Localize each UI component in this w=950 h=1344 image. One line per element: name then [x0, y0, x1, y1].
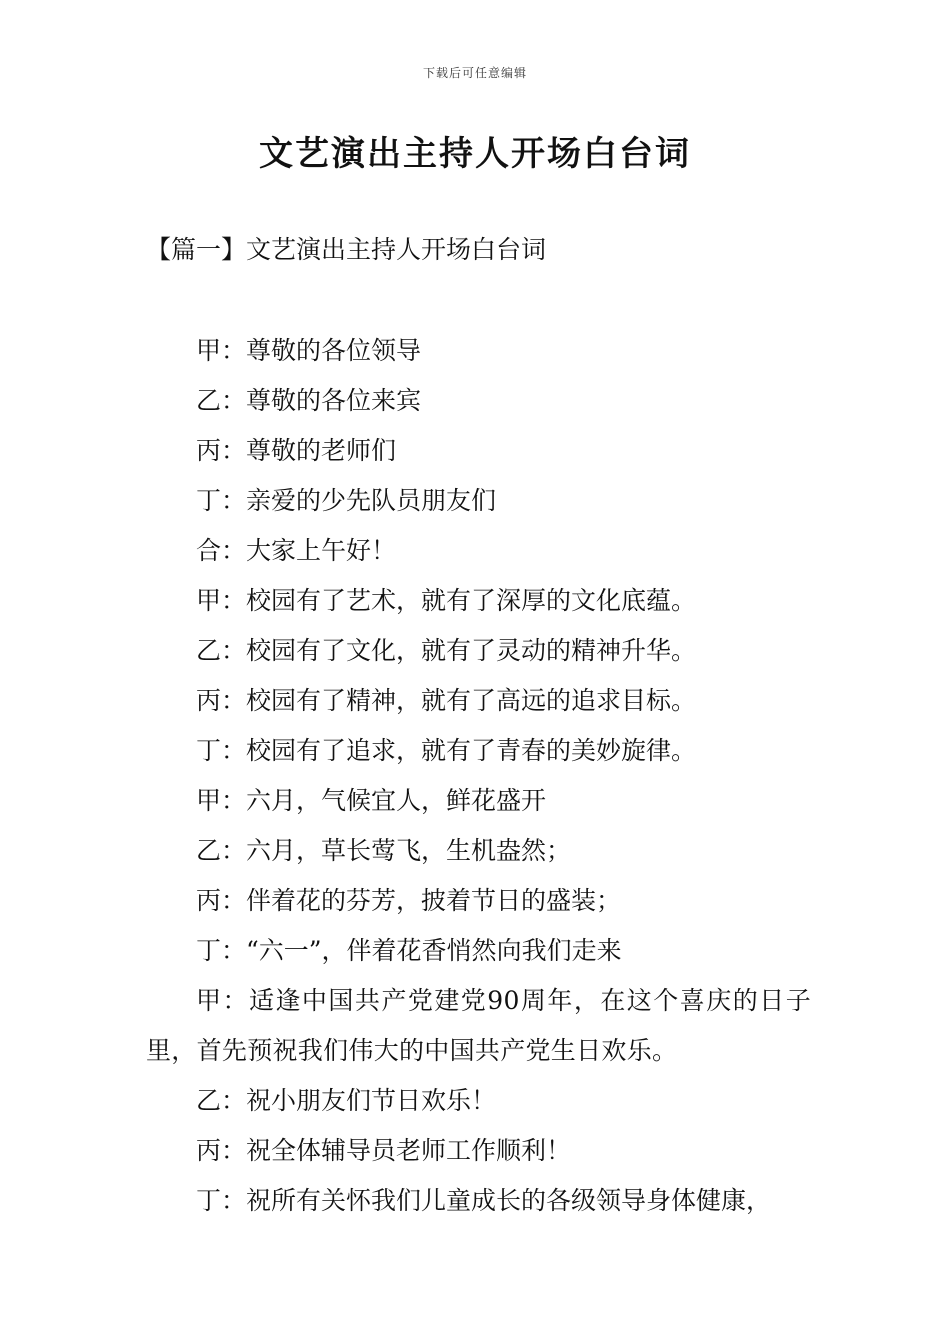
dialogue-line: 丁：亲爱的少先队员朋友们 — [196, 486, 497, 515]
dialogue-line: 丁：“六一”，伴着花香悄然向我们走来 — [196, 936, 622, 965]
dialogue-line: 丙：伴着花的芬芳，披着节日的盛装； — [196, 886, 622, 915]
dialogue-line: 甲：六月，气候宜人，鲜花盛开 — [196, 786, 547, 815]
header-note: 下载后可任意编辑 — [422, 66, 527, 80]
dialogue-line: 丙：祝全体辅导员老师工作顺利！ — [196, 1136, 572, 1165]
dialogue-line: 丁：祝所有关怀我们儿童成长的各级领导身体健康， — [196, 1186, 772, 1215]
dialogue-line: 乙：祝小朋友们节日欢乐！ — [196, 1086, 497, 1115]
dialogue-line: 乙：六月，草长莺飞，生机盎然； — [196, 836, 572, 865]
dialogue-body — [146, 326, 811, 1226]
dialogue-line: 乙：尊敬的各位来宾 — [196, 386, 422, 415]
dialogue-paragraph: 甲：适逢中国共产党建党90周年，在这个喜庆的日子里，首先预祝我们伟大的中国共产党生日欢乐。 — [146, 986, 811, 1065]
section-heading: 【篇一】文艺演出主持人开场白台词 — [146, 235, 547, 264]
dialogue-line: 丁：校园有了追求，就有了青春的美妙旋律。 — [196, 736, 697, 765]
document-title: 文艺演出主持人开场白台词 — [259, 134, 691, 174]
dialogue-line: 丙：尊敬的老师们 — [196, 436, 397, 465]
dialogue-line: 甲：尊敬的各位领导 — [196, 336, 422, 365]
dialogue-line: 乙：校园有了文化，就有了灵动的精神升华。 — [196, 636, 697, 665]
dialogue-line: 甲：校园有了艺术，就有了深厚的文化底蕴。 — [196, 586, 697, 615]
dialogue-line: 丙：校园有了精神，就有了高远的追求目标。 — [196, 686, 697, 715]
dialogue-line: 合：大家上午好！ — [196, 536, 397, 565]
